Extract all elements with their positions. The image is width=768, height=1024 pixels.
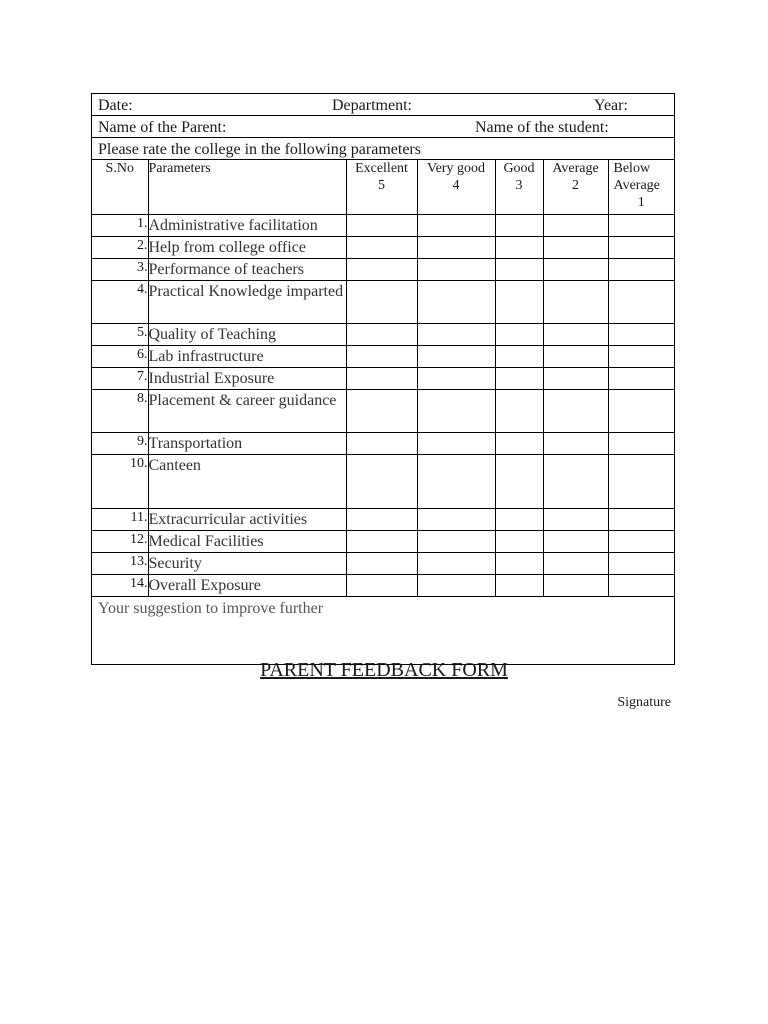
table-row xyxy=(92,389,674,432)
parameter-name: Placement & career guidance xyxy=(148,389,346,432)
rating-cell-very-good[interactable] xyxy=(417,258,495,280)
table-row xyxy=(92,574,674,596)
column-header-row xyxy=(92,160,674,214)
rating-cell-average[interactable] xyxy=(543,214,608,236)
row-number: 5. xyxy=(92,323,148,345)
rating-cell-very-good[interactable] xyxy=(417,530,495,552)
rating-cell-excellent[interactable] xyxy=(346,432,417,454)
rating-table xyxy=(92,160,674,597)
rating-cell-excellent[interactable] xyxy=(346,552,417,574)
parameter-name: Performance of teachers xyxy=(148,258,346,280)
table-row xyxy=(92,345,674,367)
names-row xyxy=(92,116,674,138)
table-row xyxy=(92,258,674,280)
parent-name-label: Name of the Parent: xyxy=(98,119,227,136)
rating-cell-very-good[interactable] xyxy=(417,389,495,432)
rating-cell-excellent[interactable] xyxy=(346,454,417,508)
rating-cell-below-average[interactable] xyxy=(608,552,674,574)
below-average-score: 1 xyxy=(637,195,645,210)
rating-cell-excellent[interactable] xyxy=(346,345,417,367)
rating-cell-average[interactable] xyxy=(543,574,608,596)
rating-cell-good[interactable] xyxy=(495,389,543,432)
rating-cell-very-good[interactable] xyxy=(417,367,495,389)
rating-cell-below-average[interactable] xyxy=(608,214,674,236)
table-row xyxy=(92,280,674,323)
row-number: 14. xyxy=(92,574,148,596)
below-average-header xyxy=(608,160,674,214)
rating-cell-excellent[interactable] xyxy=(346,323,417,345)
row-number: 2. xyxy=(92,236,148,258)
rating-cell-very-good[interactable] xyxy=(417,236,495,258)
row-number: 6. xyxy=(92,345,148,367)
table-row xyxy=(92,367,674,389)
parameter-name: Extracurricular activities xyxy=(148,508,346,530)
rating-cell-excellent[interactable] xyxy=(346,214,417,236)
rating-cell-average[interactable] xyxy=(543,236,608,258)
rating-cell-below-average[interactable] xyxy=(608,258,674,280)
very-good-header xyxy=(417,160,495,214)
very-good-label: Very good xyxy=(427,161,485,176)
rating-cell-excellent[interactable] xyxy=(346,389,417,432)
excellent-score: 5 xyxy=(378,178,385,193)
parameter-name: Lab infrastructure xyxy=(148,345,346,367)
parameter-name: Practical Knowledge imparted xyxy=(148,280,346,323)
parameter-name: Security xyxy=(148,552,346,574)
row-number: 1. xyxy=(92,214,148,236)
rating-cell-excellent[interactable] xyxy=(346,508,417,530)
rating-cell-very-good[interactable] xyxy=(417,345,495,367)
rating-cell-good[interactable] xyxy=(495,508,543,530)
row-number: 10. xyxy=(92,454,148,508)
feedback-form-table xyxy=(91,93,675,665)
rating-cell-average[interactable] xyxy=(543,323,608,345)
rating-cell-average[interactable] xyxy=(543,345,608,367)
rating-instruction: Please rate the college in the following parameters xyxy=(98,141,421,158)
instruction-row xyxy=(92,138,674,160)
table-row xyxy=(92,432,674,454)
rating-cell-below-average[interactable] xyxy=(608,530,674,552)
row-number: 3. xyxy=(92,258,148,280)
average-score: 2 xyxy=(572,178,579,193)
row-number: 9. xyxy=(92,432,148,454)
rating-cell-average[interactable] xyxy=(543,552,608,574)
rating-rows xyxy=(92,214,674,596)
rating-cell-very-good[interactable] xyxy=(417,280,495,323)
rating-cell-below-average[interactable] xyxy=(608,323,674,345)
rating-cell-good[interactable] xyxy=(495,530,543,552)
student-name-label: Name of the student: xyxy=(475,119,609,136)
suggestion-label: Your suggestion to improve further xyxy=(98,599,324,617)
rating-cell-good[interactable] xyxy=(495,280,543,323)
year-label: Year: xyxy=(594,97,628,114)
rating-cell-excellent[interactable] xyxy=(346,367,417,389)
table-row xyxy=(92,323,674,345)
rating-cell-very-good[interactable] xyxy=(417,323,495,345)
row-number: 12. xyxy=(92,530,148,552)
good-header xyxy=(495,160,543,214)
rating-cell-average[interactable] xyxy=(543,258,608,280)
rating-cell-good[interactable] xyxy=(495,574,543,596)
rating-cell-below-average[interactable] xyxy=(608,236,674,258)
row-number: 8. xyxy=(92,389,148,432)
rating-cell-below-average[interactable] xyxy=(608,345,674,367)
suggestion-box xyxy=(92,597,674,664)
excellent-header xyxy=(346,160,417,214)
row-number: 13. xyxy=(92,552,148,574)
rating-cell-below-average[interactable] xyxy=(608,280,674,323)
rating-cell-very-good[interactable] xyxy=(417,574,495,596)
rating-cell-good[interactable] xyxy=(495,214,543,236)
parameter-name: Overall Exposure xyxy=(148,574,346,596)
table-row xyxy=(92,236,674,258)
average-label: Average xyxy=(552,161,599,176)
rating-cell-excellent[interactable] xyxy=(346,530,417,552)
parameters-header: Parameters xyxy=(148,160,346,214)
rating-cell-excellent[interactable] xyxy=(346,280,417,323)
rating-cell-very-good[interactable] xyxy=(417,552,495,574)
parameter-name: Administrative facilitation xyxy=(148,214,346,236)
rating-cell-very-good[interactable] xyxy=(417,508,495,530)
rating-cell-very-good[interactable] xyxy=(417,432,495,454)
parameter-name: Quality of Teaching xyxy=(148,323,346,345)
rating-cell-average[interactable] xyxy=(543,389,608,432)
row-number: 11. xyxy=(92,508,148,530)
rating-cell-below-average[interactable] xyxy=(608,508,674,530)
rating-cell-below-average[interactable] xyxy=(608,454,674,508)
parameter-name: Transportation xyxy=(148,432,346,454)
rating-cell-very-good[interactable] xyxy=(417,454,495,508)
row-number: 4. xyxy=(92,280,148,323)
signature-label: Signature xyxy=(617,695,671,710)
rating-cell-average[interactable] xyxy=(543,432,608,454)
rating-cell-good[interactable] xyxy=(495,432,543,454)
form-title: PARENT FEEDBACK FORM xyxy=(260,659,508,681)
rating-cell-excellent[interactable] xyxy=(346,236,417,258)
rating-cell-good[interactable] xyxy=(495,236,543,258)
very-good-score: 4 xyxy=(452,178,460,193)
row-number: 7. xyxy=(92,367,148,389)
rating-cell-good[interactable] xyxy=(495,258,543,280)
table-row xyxy=(92,214,674,236)
rating-cell-average[interactable] xyxy=(543,280,608,323)
rating-cell-good[interactable] xyxy=(495,552,543,574)
rating-cell-average[interactable] xyxy=(543,530,608,552)
below-average-label-line2: Average xyxy=(613,178,660,193)
rating-cell-good[interactable] xyxy=(495,367,543,389)
rating-cell-below-average[interactable] xyxy=(608,367,674,389)
rating-cell-below-average[interactable] xyxy=(608,389,674,432)
table-row xyxy=(92,552,674,574)
rating-cell-average[interactable] xyxy=(543,454,608,508)
rating-cell-average[interactable] xyxy=(543,508,608,530)
rating-cell-below-average[interactable] xyxy=(608,432,674,454)
parameter-name: Industrial Exposure xyxy=(148,367,346,389)
date-label: Date: xyxy=(98,97,133,114)
rating-cell-good[interactable] xyxy=(495,454,543,508)
sno-header: S.No xyxy=(92,160,148,214)
good-label: Good xyxy=(503,161,535,176)
parameter-name: Medical Facilities xyxy=(148,530,346,552)
parameter-name: Help from college office xyxy=(148,236,346,258)
date-department-year-row xyxy=(92,94,674,116)
average-header xyxy=(543,160,608,214)
excellent-label: Excellent xyxy=(355,161,408,176)
good-score: 3 xyxy=(515,178,523,193)
below-average-label-line1: Below xyxy=(613,161,651,176)
table-row xyxy=(92,530,674,552)
table-row xyxy=(92,454,674,508)
rating-cell-below-average[interactable] xyxy=(608,574,674,596)
rating-cell-very-good[interactable] xyxy=(417,214,495,236)
rating-cell-excellent[interactable] xyxy=(346,258,417,280)
rating-cell-good[interactable] xyxy=(495,323,543,345)
rating-cell-excellent[interactable] xyxy=(346,574,417,596)
rating-cell-good[interactable] xyxy=(495,345,543,367)
parameter-name: Canteen xyxy=(148,454,346,508)
rating-cell-average[interactable] xyxy=(543,367,608,389)
table-row xyxy=(92,508,674,530)
department-label: Department: xyxy=(332,97,412,114)
